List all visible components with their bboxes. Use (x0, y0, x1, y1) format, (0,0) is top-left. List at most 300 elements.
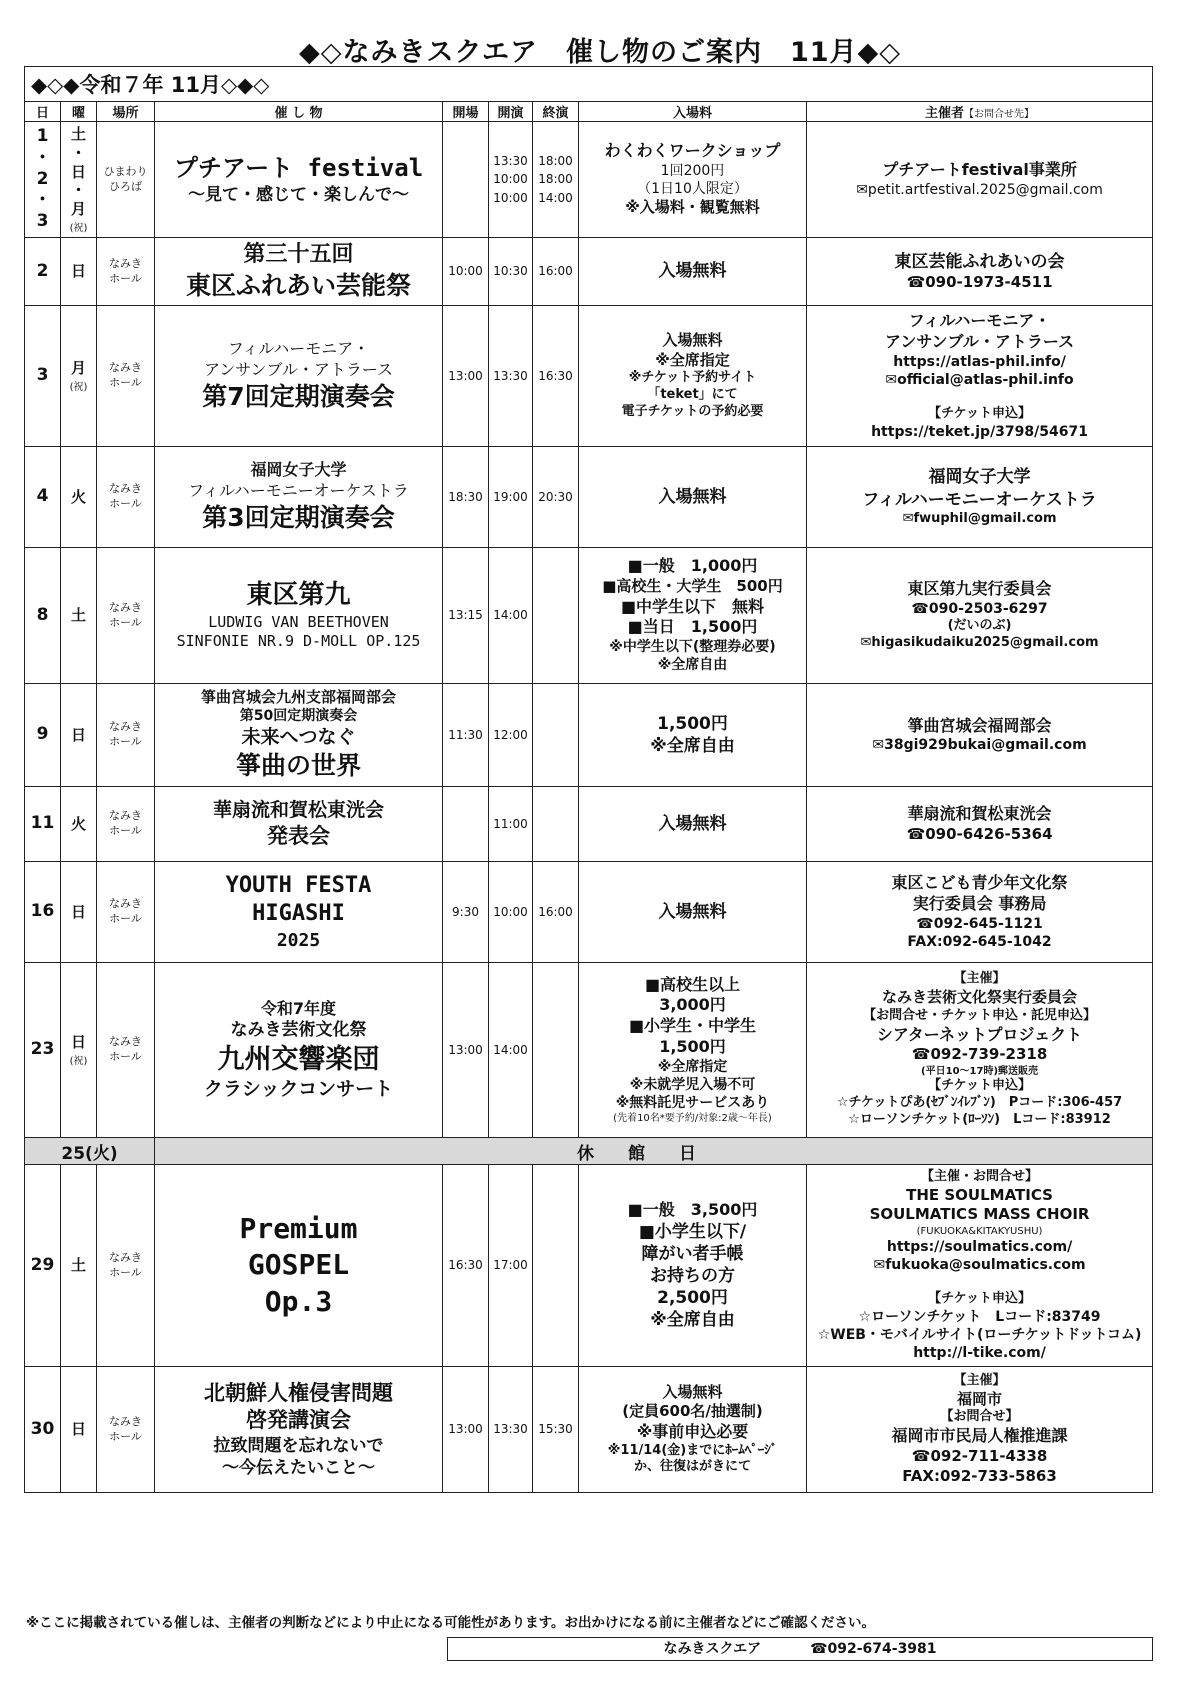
title-line: 発表会 (267, 823, 330, 848)
month-banner: ◆◇◆令和７年 11月◇◆◇ (25, 67, 1153, 102)
time-line: 11:30 (448, 727, 483, 742)
organizer-line: プチアートfestival事業所 (882, 160, 1077, 179)
event-day (25, 306, 61, 447)
event-organizer (807, 548, 1153, 684)
title-line: 華扇流和賀松東洸会 (212, 799, 384, 821)
title-line: クラシックコンサート (203, 1077, 394, 1100)
organizer-line: ☆WEB・モバイルサイト(ローチケットドットコム) (817, 1326, 1142, 1343)
organizer-line: フィルハーモニーオーケストラ (862, 489, 1097, 510)
title-line: LUDWIG VAN BEETHOVEN (208, 612, 389, 631)
title-line: ～見て・感じて・楽しんで～ (188, 185, 409, 206)
time-line: 10:00 (493, 190, 528, 205)
day-line: ・ (34, 147, 51, 168)
organizer-line: 東区芸能ふれあいの会 (894, 251, 1065, 272)
admission-line: ■当日 1,500円 (627, 617, 758, 637)
admission-line: 「teket」にて (647, 387, 738, 403)
time-line: 11:00 (493, 816, 528, 831)
admission-line: (先着10名*要予約/対象:2歳～年長) (613, 1113, 772, 1125)
event-admission (579, 306, 807, 447)
col-day: 日 (25, 102, 61, 122)
day-line: 3 (36, 365, 49, 386)
venue-line: なみき (109, 1250, 142, 1264)
holiday-note: (祝) (69, 381, 88, 393)
organizer-line (809, 1274, 1150, 1291)
event-day (25, 238, 61, 306)
venue-line: ホール (109, 824, 142, 837)
col-start: 開演 (489, 102, 533, 122)
organizer-line: 【お問合せ・チケット申込・託児申込】 (863, 1007, 1096, 1023)
organizer-line: シアターネットプロジェクト (876, 1024, 1083, 1044)
time-line: 16:30 (448, 1258, 483, 1273)
event-admission (579, 787, 807, 862)
day-line: 1 (36, 126, 49, 147)
event-weekday (61, 684, 97, 787)
event-venue (97, 447, 155, 548)
event-end-time (533, 122, 579, 238)
venue-line: なみき (109, 1414, 142, 1428)
day-line: 2 (36, 168, 49, 189)
organizer-line: 【主催・お問合せ】 (921, 1168, 1039, 1184)
event-open-time (443, 684, 489, 787)
col-end: 終演 (533, 102, 579, 122)
col-organizer (807, 102, 1153, 122)
organizer-line: ☎090-1973-4511 (906, 272, 1053, 291)
event-open-time (443, 122, 489, 238)
event-venue (97, 306, 155, 447)
title-line: Op.3 (264, 1284, 333, 1318)
event-weekday (61, 122, 97, 238)
weekday-line: 日 (70, 902, 86, 921)
organizer-line: 実行委員会 事務局 (912, 893, 1047, 913)
closed-day-text: 休館日 (577, 1143, 731, 1164)
venue-line: ホール (109, 271, 142, 285)
time-line: 13:00 (448, 1042, 483, 1057)
organizer-line: ✉official@atlas-phil.info (885, 371, 1074, 388)
event-weekday (61, 862, 97, 963)
time-line: 13:30 (493, 153, 528, 168)
organizer-line: (平日10～17時)郵送販売 (921, 1065, 1039, 1077)
event-day (25, 787, 61, 862)
title-line: アンサンブル・アトラース (203, 359, 394, 379)
admission-line: ※チケット予約サイト (628, 370, 757, 386)
weekday-line: 土 (70, 125, 86, 144)
closed-day-label (155, 1138, 1153, 1165)
title-line: 東区ふれあい芸能祭 (185, 270, 411, 300)
event-day (25, 122, 61, 238)
time-line: 10:00 (448, 264, 483, 279)
organizer-line: 【チケット申込】 (928, 1290, 1031, 1306)
venue-line: なみき (109, 600, 142, 614)
event-weekday (61, 306, 97, 447)
organizer-line: THE SOULMATICS (906, 1185, 1053, 1204)
admission-line: 入場無料 (658, 813, 727, 834)
time-line: 17:00 (493, 1258, 528, 1273)
event-weekday (61, 548, 97, 684)
day-line: 8 (36, 604, 49, 625)
event-organizer (807, 122, 1153, 238)
time-line: 13:30 (493, 1422, 528, 1437)
time-line: 9:30 (452, 904, 479, 919)
event-admission (579, 548, 807, 684)
venue-line: なみき (109, 897, 142, 911)
time-line: 13:30 (493, 368, 528, 383)
admission-line: 1回200円 (660, 162, 725, 179)
venue-line: なみき (109, 720, 142, 734)
venue-line: ホール (109, 497, 142, 510)
event-title (155, 684, 443, 787)
event-title (155, 238, 443, 306)
organizer-line: アンサンブル・アトラース (884, 331, 1075, 351)
admission-line: ■小学生以下/ (638, 1221, 747, 1242)
venue-line: ホール (109, 1265, 142, 1279)
title-line: 北朝鮮人権侵害問題 (204, 1381, 393, 1406)
organizer-line: SOULMATICS MASS CHOIR (869, 1205, 1090, 1224)
admission-line: お持ちの方 (650, 1265, 735, 1286)
title-line: GOSPEL (247, 1248, 350, 1282)
organizer-line: 【チケット申込】 (928, 1077, 1031, 1093)
weekday-line: 日 (70, 1033, 86, 1052)
event-title (155, 548, 443, 684)
event-row (25, 862, 1153, 963)
organizer-line: (FUKUOKA&KITAKYUSHU) (916, 1225, 1043, 1237)
venue-line: なみき (109, 809, 142, 823)
weekday-line: 日 (70, 725, 86, 744)
col-organizer-label: 主催者 (925, 106, 965, 121)
time-line: 10:00 (493, 172, 528, 187)
organizer-line: ☎090-6426-5364 (906, 824, 1053, 843)
event-admission (579, 1367, 807, 1493)
title-line: 箏曲の世界 (235, 750, 361, 780)
time-line: 14:00 (493, 608, 528, 623)
weekday-line: 月 (70, 359, 86, 378)
organizer-line: ✉fwuphil@gmail.com (902, 510, 1057, 526)
col-open: 開場 (443, 102, 489, 122)
event-end-time (533, 1165, 579, 1367)
footer-contact (447, 1637, 1153, 1661)
organizer-line: ☎092-739-2318 (911, 1045, 1048, 1064)
organizer-line: フィルハーモニア・ (908, 311, 1051, 331)
event-organizer (807, 963, 1153, 1138)
time-line: 13:15 (448, 608, 483, 623)
event-venue (97, 1165, 155, 1367)
event-venue (97, 238, 155, 306)
organizer-line: ✉38gi929bukai@gmail.com (872, 737, 1087, 754)
organizer-line (809, 389, 1150, 406)
title-line: 令和7年度 (260, 998, 337, 1018)
organizer-line: 東区第九実行委員会 (907, 579, 1052, 599)
admission-line: 1,500円 (657, 713, 728, 734)
day-line: 29 (30, 1254, 55, 1275)
event-open-time (443, 548, 489, 684)
venue-line: なみき (109, 256, 142, 270)
admission-line: ※未就学児入場不可 (629, 1077, 756, 1093)
event-organizer (807, 238, 1153, 306)
events-table (24, 66, 1153, 1493)
event-venue (97, 787, 155, 862)
title-line: 第50回定期演奏会 (239, 708, 358, 725)
event-venue (97, 862, 155, 963)
day-line: 9 (36, 724, 49, 745)
admission-line: 入場無料 (658, 901, 727, 922)
venue-line: ホール (109, 615, 142, 629)
event-start-time (489, 1367, 533, 1493)
organizer-line: FAX:092-733-5863 (902, 1466, 1057, 1485)
event-open-time (443, 306, 489, 447)
event-organizer (807, 1367, 1153, 1493)
event-row (25, 787, 1153, 862)
admission-line: ■一般 1,000円 (627, 556, 758, 576)
venue-line: なみき (109, 1035, 142, 1049)
weekday-line: 土 (70, 606, 86, 625)
event-end-time (533, 548, 579, 684)
title-line: 第3回定期演奏会 (202, 502, 395, 532)
event-admission (579, 447, 807, 548)
closed-day-row (25, 1138, 1153, 1165)
organizer-line: 福岡市 (957, 1389, 1003, 1408)
weekday-line: 火 (70, 814, 86, 833)
weekday-line: 日 (70, 262, 86, 281)
admission-line: ■中学生以下 無料 (620, 596, 765, 616)
organizer-line: 福岡市市民局人権推進課 (891, 1426, 1068, 1446)
event-venue (97, 122, 155, 238)
day-line: 30 (30, 1418, 55, 1439)
admission-line: ■高校生・大学生 500円 (602, 577, 783, 596)
organizer-line: 箏曲宮城会福岡部会 (907, 715, 1052, 735)
title-line: Premium (239, 1211, 358, 1245)
title-line: プチアート festival (173, 153, 424, 182)
event-row (25, 122, 1153, 238)
organizer-line: ☎092-711-4338 (911, 1447, 1048, 1466)
organizer-line: https://soulmatics.com/ (886, 1238, 1073, 1255)
event-start-time (489, 684, 533, 787)
organizer-line: 華扇流和賀松東洸会 (907, 803, 1052, 823)
event-day (25, 862, 61, 963)
footer-notice: ※ここに掲載されている催しは、主催者の判断などにより中止になる可能性があります。お出かけになる前に主催者などにご確認ください。 (26, 1615, 876, 1631)
event-end-time (533, 787, 579, 862)
admission-line: ■小学生・中学生 (628, 1016, 757, 1036)
admission-line: （1日10人限定） (637, 181, 748, 198)
time-line: 13:00 (448, 1422, 483, 1437)
title-line: SINFONIE NR.9 D-MOLL OP.125 (176, 632, 421, 651)
event-admission (579, 862, 807, 963)
time-line: 10:30 (493, 264, 528, 279)
event-row (25, 238, 1153, 306)
admission-line: ※全席指定 (655, 350, 730, 369)
admission-line: ■一般 3,500円 (627, 1199, 758, 1219)
time-line: 18:00 (538, 153, 573, 168)
event-start-time (489, 963, 533, 1138)
event-open-time (443, 1367, 489, 1493)
admission-line: ※全席指定 (657, 1058, 728, 1075)
event-admission (579, 684, 807, 787)
admission-line: ※全席自由 (650, 1310, 735, 1331)
event-organizer (807, 1165, 1153, 1367)
admission-line: ※無料託児サービスあり (615, 1095, 770, 1112)
admission-line: (定員600名/抽選制) (622, 1402, 763, 1421)
admission-line: 2,500円 (657, 1287, 728, 1308)
organizer-line: ☎090-2503-6297 (911, 600, 1048, 617)
event-organizer (807, 306, 1153, 447)
organizer-line: 【主催】 (953, 971, 1006, 987)
organizer-line: なみき芸術文化祭実行委員会 (882, 988, 1078, 1007)
admission-line: 入場無料 (662, 331, 723, 350)
venue-line: なみき (109, 482, 142, 496)
title-line: なみき芸術文化祭 (230, 1020, 367, 1041)
event-title (155, 1165, 443, 1367)
weekday-line: ・ (70, 181, 86, 200)
event-start-time (489, 122, 533, 238)
organizer-line: ☎092-645-1121 (916, 915, 1043, 932)
title-line: 第三十五回 (243, 241, 354, 267)
time-line: 18:00 (538, 172, 573, 187)
venue-line: なみき (109, 361, 142, 375)
col-event: 催 し 物 (155, 102, 443, 122)
venue-line: ホール (109, 912, 142, 925)
day-line: 4 (36, 486, 49, 507)
event-start-time (489, 238, 533, 306)
title-line: 福岡女子大学 (250, 459, 347, 479)
admission-line: か、往復はがきにて (633, 1459, 751, 1475)
time-line: 12:00 (493, 727, 528, 742)
event-weekday (61, 447, 97, 548)
event-row (25, 548, 1153, 684)
weekday-line: ・ (70, 143, 86, 162)
time-line: 14:00 (538, 190, 573, 205)
time-line: 16:00 (538, 264, 573, 279)
event-title (155, 787, 443, 862)
title-line: フィルハーモニア・ (227, 338, 370, 358)
weekday-line: 日 (70, 162, 86, 181)
event-end-time (533, 963, 579, 1138)
admission-line: 入場無料 (658, 486, 727, 507)
time-line: 13:00 (448, 368, 483, 383)
day-line: 23 (30, 1039, 55, 1060)
title-line: 第7回定期演奏会 (202, 381, 395, 411)
event-organizer (807, 787, 1153, 862)
venue-line: ホール (109, 1429, 142, 1443)
event-open-time (443, 1165, 489, 1367)
title-line: 箏曲宮城会九州支部福岡部会 (200, 687, 396, 706)
time-line: 10:00 (493, 904, 528, 919)
event-weekday (61, 787, 97, 862)
event-title (155, 122, 443, 238)
event-start-time (489, 862, 533, 963)
day-line: 2 (36, 260, 49, 281)
event-end-time (533, 862, 579, 963)
time-line: 15:30 (538, 1422, 573, 1437)
organizer-line: ✉petit.artfestival.2025@gmail.com (856, 181, 1103, 198)
event-end-time (533, 684, 579, 787)
event-end-time (533, 238, 579, 306)
event-admission (579, 963, 807, 1138)
admission-line: ※11/14(金)までにﾎｰﾑﾍﾟｰｼﾞ (607, 1442, 778, 1458)
organizer-line: http://l-tike.com/ (913, 1345, 1046, 1362)
day-line: 3 (36, 211, 49, 232)
time-line: 16:00 (538, 904, 573, 919)
admission-line: ※中学生以下(整理券必要) (609, 639, 776, 656)
venue-line: ホール (109, 735, 142, 748)
day-line: 16 (30, 901, 55, 922)
event-day (25, 963, 61, 1138)
event-day (25, 684, 61, 787)
event-organizer (807, 447, 1153, 548)
event-row (25, 1367, 1153, 1493)
title-line: YOUTH FESTA (225, 872, 372, 898)
organizer-line: ☆チケットぴあ(ｾﾌﾞﾝｲﾚﾌﾞﾝ) Pコード:306-457 (836, 1094, 1123, 1110)
organizer-line: 【お問合せ】 (940, 1409, 1019, 1425)
time-line: 14:00 (493, 1042, 528, 1057)
organizer-line: 【チケット申込】 (928, 405, 1031, 421)
time-line: 19:00 (493, 489, 528, 504)
title-line: 東区第九 (246, 580, 351, 611)
organizer-line: ☆ローソンチケット(ﾛｰｿﾝ) Lコード:83912 (848, 1111, 1111, 1127)
venue-line: ホール (109, 1050, 142, 1063)
event-row (25, 306, 1153, 447)
admission-line: 電子チケットの予約必要 (621, 403, 764, 419)
event-title (155, 963, 443, 1138)
event-start-time (489, 447, 533, 548)
event-title (155, 447, 443, 548)
venue-line: ひまわり (103, 164, 148, 178)
event-start-time (489, 548, 533, 684)
organizer-line: ✉fukuoka@soulmatics.com (873, 1256, 1086, 1273)
admission-line: 3,000円 (659, 995, 726, 1015)
title-line: 拉致問題を忘れないで (213, 1435, 384, 1456)
title-line: HIGASHI (252, 901, 345, 927)
event-open-time (443, 238, 489, 306)
event-weekday (61, 1165, 97, 1367)
event-weekday (61, 1367, 97, 1493)
event-start-time (489, 787, 533, 862)
weekday-line: 日 (70, 1420, 86, 1439)
admission-line: わくわくワークショップ (604, 141, 781, 161)
event-row (25, 1165, 1153, 1367)
admission-line: ※全席自由 (657, 657, 728, 674)
venue-line: ひろば (109, 179, 142, 193)
venue-line: ホール (109, 376, 142, 389)
footer-phone: ☎092-674-3981 (810, 1641, 937, 1657)
event-open-time (443, 963, 489, 1138)
event-title (155, 862, 443, 963)
admission-line: 1,500円 (659, 1037, 726, 1057)
admission-line: ※全席自由 (650, 736, 735, 756)
event-day (25, 548, 61, 684)
time-line: 16:30 (538, 368, 573, 383)
event-organizer (807, 684, 1153, 787)
event-venue (97, 548, 155, 684)
event-day (25, 447, 61, 548)
title-line: 未来へつなぐ (241, 726, 356, 749)
title-line: フィルハーモニーオーケストラ (188, 480, 409, 500)
event-venue (97, 684, 155, 787)
event-venue (97, 963, 155, 1138)
event-start-time (489, 306, 533, 447)
organizer-line: (だいのぶ) (947, 618, 1012, 634)
event-start-time (489, 1165, 533, 1367)
closed-day-date: 25(火) (25, 1138, 155, 1165)
holiday-note: (祝) (69, 222, 88, 234)
event-day (25, 1165, 61, 1367)
admission-line: ■高校生以上 (644, 974, 741, 994)
col-dow: 曜 (61, 102, 97, 122)
event-open-time (443, 862, 489, 963)
day-line: 11 (30, 813, 55, 834)
event-venue (97, 1367, 155, 1493)
admission-line: ※入場料・観覧無料 (625, 198, 760, 217)
organizer-line: FAX:092-645-1042 (907, 933, 1052, 950)
event-row (25, 963, 1153, 1138)
organizer-line: ✉higasikudaiku2025@gmail.com (860, 634, 1099, 650)
